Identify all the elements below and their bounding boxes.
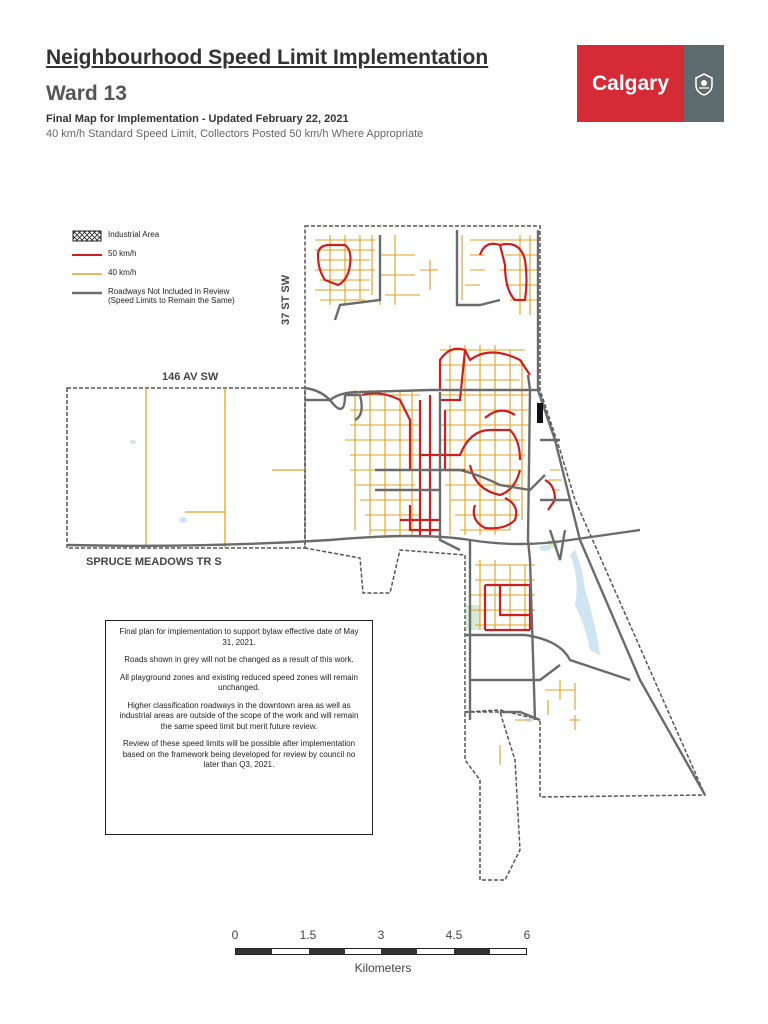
note-paragraph: Higher classification roadways in the downtown area as well as industrial areas are outside of the scope of the work and will remain the same speed limit but merit future review. xyxy=(119,700,359,731)
road-label-37-st: 37 ST SW xyxy=(280,274,292,325)
road-label-spruce-meadows: SPRUCE MEADOWS TR S xyxy=(86,556,222,568)
logo-wordmark: Calgary xyxy=(577,45,684,122)
scale-tick: 1.5 xyxy=(299,928,317,942)
note-paragraph: Final plan for implementation to support bylaw effective date of May 31, 2021. xyxy=(119,627,359,647)
legend-label: Roadways Not Included in Review xyxy=(108,287,230,296)
legend-label: Industrial Area xyxy=(108,230,160,239)
scale-unit: Kilometers xyxy=(354,961,412,975)
map-subtitle-bold: Final Map for Implementation - Updated February 22, 2021 xyxy=(46,113,349,125)
industrial-area xyxy=(537,403,543,423)
note-paragraph: Review of these speed limits will be possible after implementation based on the framework being developed for review by council no later than Q3, 2021. xyxy=(122,739,356,769)
scale-bar-graphic xyxy=(235,948,527,955)
legend-label: 50 km/h xyxy=(108,249,137,258)
note-paragraph: Roads shown in grey will not be changed as a result of this work. xyxy=(124,655,354,664)
map-subtitle: 40 km/h Standard Speed Limit, Collectors Posted 50 km/h Where Appropriate xyxy=(46,128,424,140)
scale-tick: 4.5 xyxy=(445,928,463,942)
legend-label: 40 km/h xyxy=(108,268,137,277)
implementation-note xyxy=(105,620,373,835)
legend-label-secondary: (Speed Limits to Remain the Same) xyxy=(108,296,235,305)
ward-heading: Ward 13 xyxy=(46,82,127,105)
scale-bar xyxy=(228,928,538,978)
note-paragraph: All playground zones and existing reduced speed zones will remain unchanged. xyxy=(120,672,358,692)
map-legend xyxy=(72,230,235,318)
legend-item-50 xyxy=(72,249,235,261)
scale-tick: 0 xyxy=(231,928,239,942)
legend-item-industrial xyxy=(72,230,235,242)
roads-40-west xyxy=(146,388,305,548)
road-label-146-av: 146 AV SW xyxy=(162,371,219,383)
legend-item-40 xyxy=(72,268,235,280)
legend-item-not-included xyxy=(72,287,235,311)
map-title: Neighbourhood Speed Limit Implementation xyxy=(46,46,489,69)
scale-tick: 3 xyxy=(377,928,385,942)
scale-tick: 6 xyxy=(523,928,531,942)
